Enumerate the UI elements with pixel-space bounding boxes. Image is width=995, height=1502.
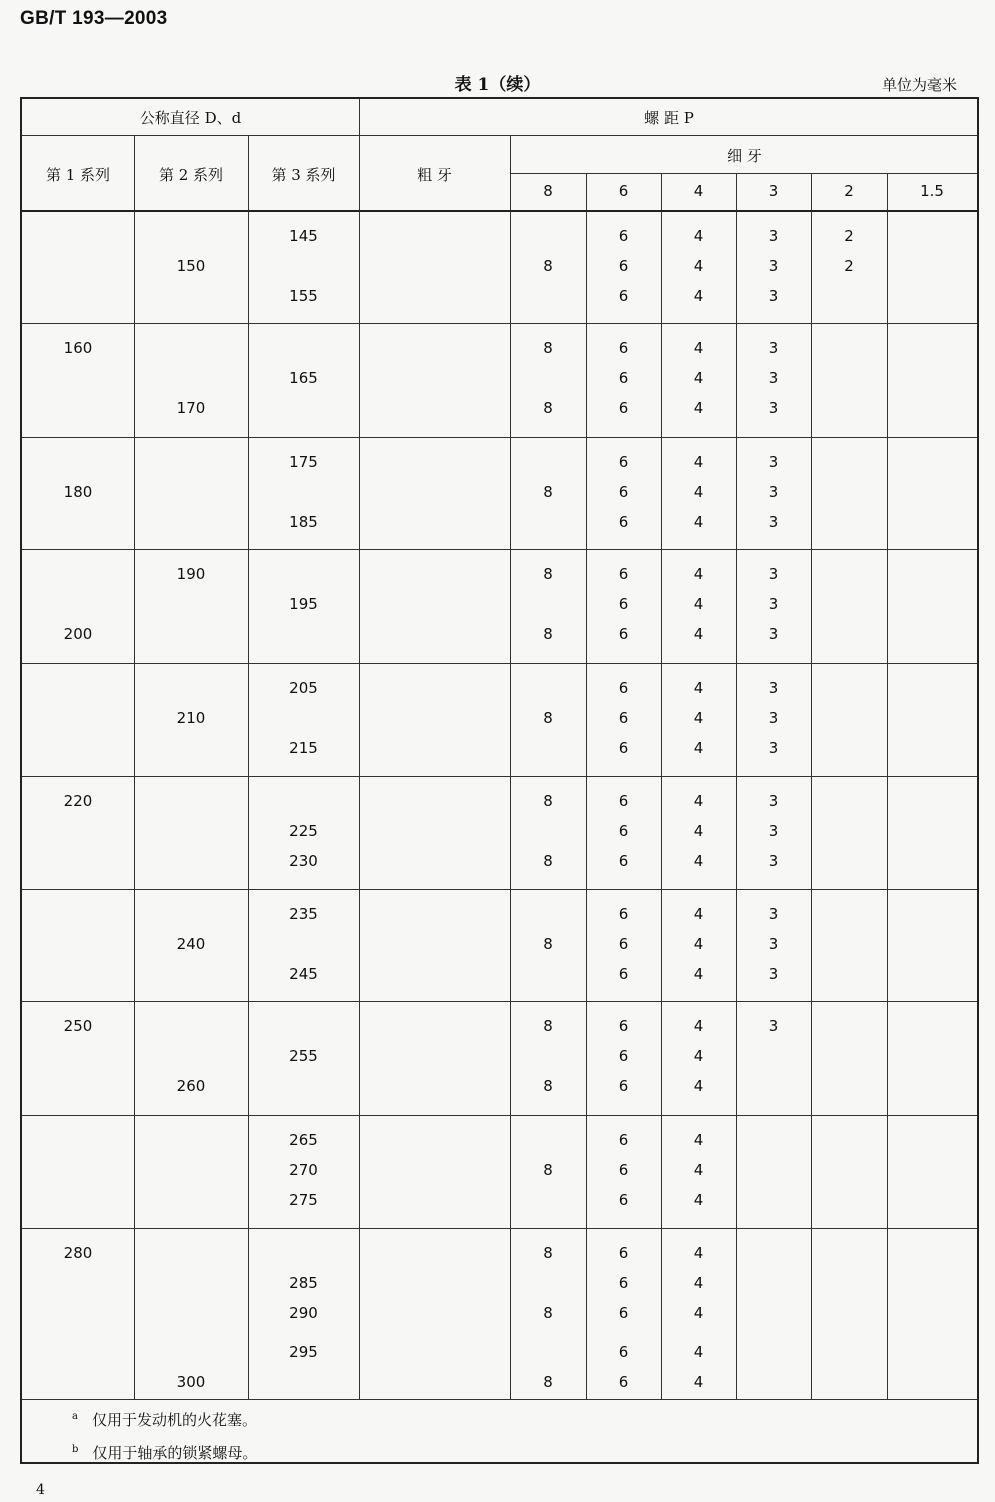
table-cell: 4 [693, 453, 704, 471]
table-cell: 4 [693, 1017, 704, 1035]
table-cell: 8 [543, 625, 553, 643]
body-col-line [586, 211, 587, 1399]
header-series2: 第 2 系列 [158, 166, 224, 184]
table-cell: 255 [289, 1047, 318, 1065]
table-cell: 6 [618, 1161, 629, 1179]
table-cell: 220 [63, 792, 93, 810]
col-line-fine-9 [887, 173, 888, 210]
table-cell: 6 [618, 1343, 629, 1361]
table-cell: 6 [618, 1191, 629, 1209]
col-line-fine-6 [661, 173, 662, 210]
table-cell: 6 [618, 709, 629, 727]
table-cell: 190 [176, 565, 206, 583]
group-separator [22, 776, 977, 777]
table-cell: 8 [543, 1161, 553, 1179]
fine-col-label: 1.5 [920, 182, 944, 200]
table-cell: 4 [693, 369, 704, 387]
table-cell: 6 [618, 905, 629, 923]
table-cell: 6 [618, 339, 629, 357]
body-col-line [510, 211, 511, 1399]
table-cell: 4 [693, 1343, 704, 1361]
table-cell: 290 [289, 1304, 318, 1322]
table-cell: 6 [618, 679, 629, 697]
table-cell: 6 [618, 1274, 629, 1292]
table-cell: 3 [768, 935, 779, 953]
table-cell: 3 [768, 625, 779, 643]
fine-col-label: 6 [618, 182, 629, 200]
group-separator [22, 663, 977, 664]
table-cell: 4 [693, 625, 704, 643]
table-cell: 3 [768, 565, 779, 583]
table-cell: 4 [693, 565, 704, 583]
table-title: 表 1（续） [454, 75, 541, 95]
table-cell: 3 [768, 792, 779, 810]
table-cell: 3 [768, 852, 779, 870]
fine-header-line [510, 173, 977, 174]
header-series1: 第 1 系列 [45, 166, 111, 184]
table-cell: 4 [693, 905, 704, 923]
table-cell: 4 [693, 1373, 704, 1391]
table-cell: 4 [693, 709, 704, 727]
group-separator [22, 549, 977, 550]
group-separator [22, 1001, 977, 1002]
table-cell: 4 [693, 852, 704, 870]
table-cell: 6 [618, 1304, 629, 1322]
header-bottom-line [22, 210, 977, 212]
footnote-mark: b [72, 1444, 79, 1455]
table-cell: 4 [693, 339, 704, 357]
body-col-line [887, 211, 888, 1399]
table-cell: 3 [768, 287, 779, 305]
table-cell: 4 [693, 287, 704, 305]
table-cell: 205 [289, 679, 318, 697]
table-cell: 4 [693, 1304, 704, 1322]
col-line-coarse [510, 135, 511, 210]
table-cell: 210 [176, 709, 206, 727]
table-cell: 8 [543, 339, 553, 357]
table-cell: 6 [618, 1017, 629, 1035]
table-cell: 3 [768, 709, 779, 727]
table-cell: 230 [289, 852, 318, 870]
table-cell: 6 [618, 1077, 629, 1095]
table-cell: 225 [289, 822, 318, 840]
table-cell: 4 [693, 595, 704, 613]
body-col-line [736, 211, 737, 1399]
header-nominal-diameter: 公称直径 D、d [139, 109, 242, 127]
table-cell: 8 [543, 1244, 553, 1262]
table-cell: 6 [618, 1047, 629, 1065]
table-cell: 300 [176, 1373, 206, 1391]
table-cell: 4 [693, 792, 704, 810]
table-cell: 4 [693, 1244, 704, 1262]
table-cell: 285 [289, 1274, 318, 1292]
table-cell: 3 [768, 339, 779, 357]
table-cell: 4 [693, 965, 704, 983]
table-cell: 250 [63, 1017, 93, 1035]
table-cell: 6 [618, 852, 629, 870]
table-cell: 3 [768, 369, 779, 387]
table-cell: 4 [693, 1191, 704, 1209]
header-series3: 第 3 系列 [271, 166, 336, 184]
table-cell: 3 [768, 739, 779, 757]
table-cell: 8 [543, 257, 553, 275]
table-cell: 275 [289, 1191, 318, 1209]
table-cell: 8 [543, 483, 553, 501]
fine-col-label: 8 [543, 182, 553, 200]
footnote [72, 1442, 257, 1463]
table-cell: 4 [693, 1274, 704, 1292]
table-cell: 280 [63, 1244, 93, 1262]
body-col-line [811, 211, 812, 1399]
table-cell: 3 [768, 595, 779, 613]
table-cell: 3 [768, 453, 779, 471]
table-cell: 260 [176, 1077, 206, 1095]
table-cell: 4 [693, 399, 704, 417]
table-cell: 6 [618, 1244, 629, 1262]
table-cell: 8 [543, 1373, 553, 1391]
col-line-fine-7 [736, 173, 737, 210]
col-line-series-2 [248, 135, 249, 210]
table-cell: 6 [618, 513, 629, 531]
table-cell: 6 [618, 227, 629, 245]
table-cell: 6 [618, 369, 629, 387]
unit-note: 单位为毫米 [881, 76, 957, 94]
group-separator [22, 1228, 977, 1229]
table-cell: 8 [543, 399, 553, 417]
table-cell: 4 [693, 1161, 704, 1179]
table-cell: 3 [768, 1017, 779, 1035]
table-cell: 6 [618, 739, 629, 757]
table-cell: 150 [176, 257, 206, 275]
table-cell: 145 [289, 227, 318, 245]
body-col-line [248, 211, 249, 1399]
table-cell: 6 [618, 565, 629, 583]
table-cell: 4 [693, 679, 704, 697]
table-cell: 235 [289, 905, 318, 923]
table-cell: 265 [289, 1131, 318, 1149]
table-cell: 4 [693, 1077, 704, 1095]
table-cell: 4 [693, 483, 704, 501]
fine-col-label: 4 [693, 182, 704, 200]
body-col-line [359, 211, 360, 1399]
table-cell: 6 [618, 1373, 629, 1391]
table-cell: 6 [618, 287, 629, 305]
table-cell: 6 [618, 1131, 629, 1149]
table-cell: 3 [768, 399, 779, 417]
body-col-line [661, 211, 662, 1399]
table-cell: 2 [844, 257, 854, 275]
standard-code: GB/T 193—2003 [20, 8, 168, 29]
table-cell: 6 [618, 595, 629, 613]
table-cell: 8 [543, 565, 553, 583]
table-cell: 4 [693, 513, 704, 531]
table-cell: 4 [693, 1131, 704, 1149]
table-cell: 8 [543, 792, 553, 810]
table-cell: 4 [693, 935, 704, 953]
footnote-text: 仅用于发动机的火花塞。 [91, 1411, 257, 1429]
table-cell: 8 [543, 1017, 553, 1035]
table-cell: 6 [618, 625, 629, 643]
page-number: 4 [36, 1482, 45, 1498]
body-bottom-line [22, 1399, 977, 1400]
table-cell: 6 [618, 453, 629, 471]
table-cell: 3 [768, 483, 779, 501]
col-line-fine-8 [811, 173, 812, 210]
table-cell: 3 [768, 257, 779, 275]
table-cell: 6 [618, 257, 629, 275]
col-line-fine-5 [586, 173, 587, 210]
table-cell: 3 [768, 679, 779, 697]
header-coarse: 粗 牙 [417, 166, 452, 184]
table-cell: 3 [768, 227, 779, 245]
table-cell: 6 [618, 822, 629, 840]
fine-col-label: 2 [844, 182, 854, 200]
table-cell: 6 [618, 935, 629, 953]
table-cell: 4 [693, 822, 704, 840]
table-cell: 240 [176, 935, 206, 953]
group-separator [22, 437, 977, 438]
table-cell: 6 [618, 965, 629, 983]
table-cell: 8 [543, 709, 553, 727]
footnote [72, 1409, 257, 1430]
col-line-pitch [359, 99, 360, 210]
header-pitch: 螺 距 P [644, 109, 694, 127]
table-cell: 3 [768, 822, 779, 840]
table-cell: 8 [543, 1304, 553, 1322]
header-line [22, 135, 977, 136]
table-cell: 180 [63, 483, 93, 501]
table-cell: 8 [543, 935, 553, 953]
table-cell: 6 [618, 792, 629, 810]
fine-col-label: 3 [768, 182, 779, 200]
table-cell: 170 [176, 399, 206, 417]
col-line-series-1 [134, 135, 135, 210]
table-cell: 6 [618, 483, 629, 501]
table-cell: 165 [289, 369, 318, 387]
header-fine: 细 牙 [727, 147, 762, 165]
table-cell: 270 [289, 1161, 318, 1179]
table-cell: 8 [543, 1077, 553, 1095]
table-cell: 4 [693, 257, 704, 275]
table-cell: 185 [289, 513, 318, 531]
body-col-line [134, 211, 135, 1399]
table-cell: 4 [693, 1047, 704, 1065]
table-cell: 4 [693, 227, 704, 245]
table-cell: 245 [289, 965, 318, 983]
table-cell: 2 [844, 227, 854, 245]
table-cell: 6 [618, 399, 629, 417]
group-separator [22, 889, 977, 890]
table-cell: 3 [768, 513, 779, 531]
table-cell: 4 [693, 739, 704, 757]
table-cell: 155 [289, 287, 318, 305]
footnote-text: 仅用于轴承的锁紧螺母。 [92, 1444, 258, 1462]
table-cell: 215 [289, 739, 318, 757]
table-cell: 195 [289, 595, 318, 613]
group-separator [22, 323, 977, 324]
thread-pitch-table [20, 97, 979, 1464]
footnote-mark: a [72, 1411, 78, 1422]
table-cell: 200 [63, 625, 93, 643]
table-cell: 3 [768, 905, 779, 923]
table-cell: 8 [543, 852, 553, 870]
group-separator [22, 1115, 977, 1116]
table-cell: 160 [63, 339, 93, 357]
table-cell: 295 [289, 1343, 318, 1361]
table-cell: 175 [289, 453, 318, 471]
table-cell: 3 [768, 965, 779, 983]
